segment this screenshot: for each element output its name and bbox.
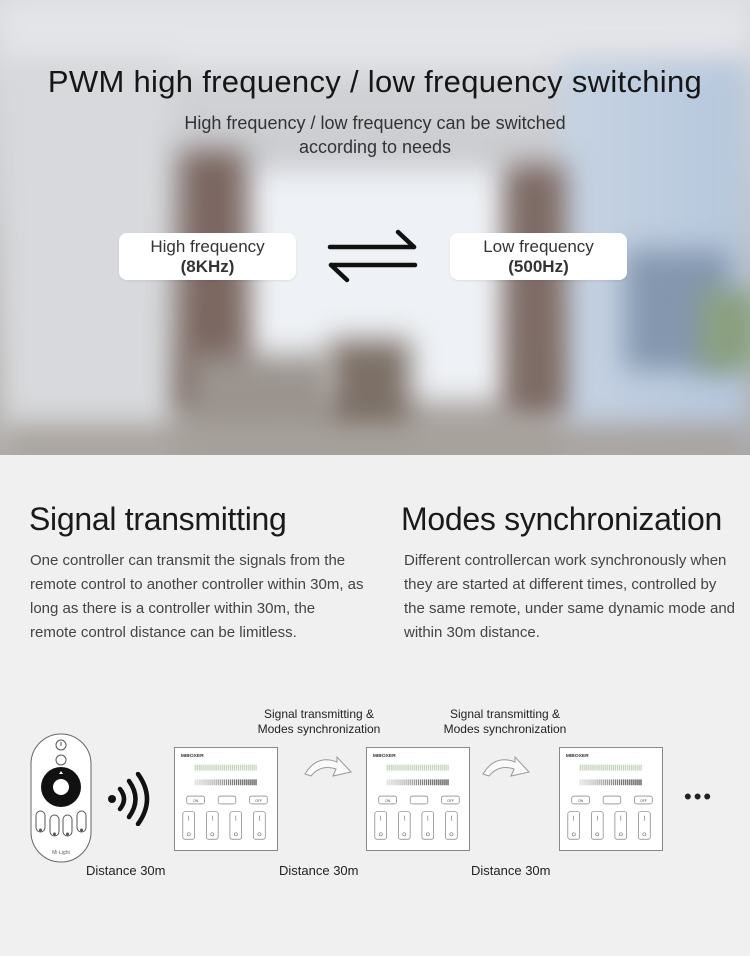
high-frequency-box: [119, 233, 296, 280]
panel-button-label: OFF: [446, 798, 454, 803]
cct-strip-segment: [400, 765, 401, 771]
wall-panel-controller-1: [174, 747, 278, 851]
brightness-strip-segment: [248, 779, 249, 785]
brightness-strip-segment: [444, 779, 445, 785]
sync-label-2-line1: Signal transmitting &: [449, 707, 561, 721]
cct-strip-segment: [609, 765, 610, 771]
panel-face: [367, 748, 469, 850]
cct-strip-segment: [232, 765, 233, 771]
brightness-strip-segment: [244, 779, 245, 785]
cct-strip-segment: [422, 765, 423, 771]
cct-strip-segment: [613, 765, 614, 771]
remote-control-icon: [30, 733, 92, 863]
brightness-strip-segment: [605, 779, 606, 785]
cct-strip-segment: [226, 765, 227, 771]
panel-face: [175, 748, 277, 850]
cct-strip-segment: [442, 765, 443, 771]
cct-strip-segment: [436, 765, 437, 771]
brightness-strip-segment: [621, 779, 622, 785]
distance-label-2: Distance 30m: [279, 863, 359, 878]
cct-strip-segment: [447, 765, 448, 771]
cct-strip-segment: [444, 765, 445, 771]
panel-face: [560, 748, 662, 850]
brightness-strip-segment: [599, 779, 600, 785]
wall-panel-controller-3: [559, 747, 663, 851]
brightness-strip-segment: [222, 779, 223, 785]
brightness-strip-segment: [438, 779, 439, 785]
modes-synchronization-title: Modes synchronization: [401, 501, 722, 537]
brightness-strip-segment: [210, 779, 211, 785]
brightness-strip-segment: [635, 779, 636, 785]
hero-subtitle: High frequency / low frequency can be switched according to needs: [184, 113, 566, 157]
brightness-strip-segment: [422, 779, 423, 785]
brightness-strip-segment: [593, 779, 594, 785]
high-frequency-value: (8KHz): [180, 257, 235, 276]
brightness-strip-segment: [195, 779, 196, 785]
brightness-strip-segment: [426, 779, 427, 785]
cct-strip-segment: [582, 765, 583, 771]
brightness-strip-segment: [430, 779, 431, 785]
cct-strip-segment: [619, 765, 620, 771]
cct-strip-segment: [597, 765, 598, 771]
cct-strip-segment: [615, 765, 616, 771]
cct-strip-segment: [208, 765, 209, 771]
brightness-strip-segment: [238, 779, 239, 785]
brightness-strip-segment: [394, 779, 395, 785]
cct-strip-segment: [202, 765, 203, 771]
brightness-strip-segment: [408, 779, 409, 785]
cct-strip-segment: [591, 765, 592, 771]
brightness-strip-segment: [208, 779, 209, 785]
cct-strip-segment: [430, 765, 431, 771]
brightness-strip-segment: [436, 779, 437, 785]
brightness-strip-segment: [629, 779, 630, 785]
signal-transmitting-text: One controller can transmit the signals from the remote control to another controller within 30m, as long as there is a controller within 30m, the remote control distance can be limitless.: [30, 552, 364, 641]
cct-strip-segment: [250, 765, 251, 771]
cct-strip-segment: [212, 765, 213, 771]
cct-strip-segment: [242, 765, 243, 771]
cct-strip-segment: [428, 765, 429, 771]
cct-strip-segment: [197, 765, 198, 771]
brightness-strip-segment: [204, 779, 205, 785]
cct-strip-segment: [638, 765, 639, 771]
cct-strip-segment: [224, 765, 225, 771]
distance-label-1: Distance 30m: [86, 863, 166, 878]
brightness-strip-segment: [253, 779, 254, 785]
cct-strip-segment: [201, 765, 202, 771]
brightness-strip-segment: [406, 779, 407, 785]
cct-strip-segment: [599, 765, 600, 771]
brightness-strip-segment: [398, 779, 399, 785]
brightness-strip-segment: [412, 779, 413, 785]
brightness-strip-segment: [440, 779, 441, 785]
cct-strip-segment: [601, 765, 602, 771]
panel-button: [218, 796, 236, 804]
brightness-strip-segment: [601, 779, 602, 785]
sync-label-2: [430, 707, 580, 737]
cct-strip-segment: [394, 765, 395, 771]
brightness-strip-segment: [617, 779, 618, 785]
cct-strip-segment: [586, 765, 587, 771]
bg-plant: [700, 290, 750, 370]
cct-strip-segment: [252, 765, 253, 771]
bg-curtain-right: [505, 165, 565, 415]
brightness-strip-segment: [631, 779, 632, 785]
cct-strip-segment: [248, 765, 249, 771]
cct-strip-segment: [420, 765, 421, 771]
brightness-strip-segment: [202, 779, 203, 785]
panel-brand-text: MIBOXER: [565, 753, 589, 759]
panel-button-label: ON: [193, 798, 199, 803]
brightness-strip-segment: [582, 779, 583, 785]
brightness-strip-segment: [637, 779, 638, 785]
brightness-strip-segment: [418, 779, 419, 785]
cct-strip-segment: [204, 765, 205, 771]
brightness-strip-segment: [199, 779, 200, 785]
sync-label-2-line2: Modes synchronization: [443, 722, 567, 736]
brightness-strip-segment: [414, 779, 415, 785]
high-frequency-label: High frequency: [150, 237, 265, 256]
brightness-strip-segment: [212, 779, 213, 785]
cct-strip-segment: [240, 765, 241, 771]
cct-strip-segment: [445, 765, 446, 771]
brightness-strip-segment: [432, 779, 433, 785]
cct-strip-segment: [593, 765, 594, 771]
cct-strip-segment: [238, 765, 239, 771]
brightness-strip-segment: [638, 779, 639, 785]
brightness-strip-segment: [226, 779, 227, 785]
modes-synchronization-text: Different controllercan work synchronously when they are started at different times, controlled by the same remote, under same dynamic mode and within 30m distance.: [404, 552, 736, 641]
brightness-strip-segment: [591, 779, 592, 785]
cct-strip-segment: [603, 765, 604, 771]
curved-arrow-icon: [303, 752, 353, 780]
brightness-strip-segment: [246, 779, 247, 785]
brightness-strip-segment: [387, 779, 388, 785]
brightness-strip-segment: [201, 779, 202, 785]
cct-strip-segment: [432, 765, 433, 771]
brightness-strip-segment: [447, 779, 448, 785]
brightness-strip-segment: [580, 779, 581, 785]
cct-strip-segment: [402, 765, 403, 771]
cct-strip-segment: [631, 765, 632, 771]
cct-strip-segment: [607, 765, 608, 771]
wireless-signal-icon: [106, 772, 152, 826]
panel-button-label: ON: [385, 798, 391, 803]
hero-banner: [0, 0, 750, 455]
cct-strip-segment: [216, 765, 217, 771]
brightness-strip-segment: [424, 779, 425, 785]
cct-strip-segment: [253, 765, 254, 771]
cct-strip-segment: [398, 765, 399, 771]
panel-button-label: ON: [578, 798, 584, 803]
brightness-strip-segment: [619, 779, 620, 785]
brightness-strip-segment: [609, 779, 610, 785]
swap-arrows-icon: [326, 229, 419, 284]
brightness-strip-segment: [232, 779, 233, 785]
brightness-strip-segment: [252, 779, 253, 785]
more-controllers-ellipsis: •••: [684, 784, 714, 809]
cct-strip-segment: [404, 765, 405, 771]
brightness-strip-segment: [396, 779, 397, 785]
panel-button: [603, 796, 621, 804]
brightness-strip-segment: [236, 779, 237, 785]
cct-strip-segment: [629, 765, 630, 771]
cct-strip-segment: [635, 765, 636, 771]
brightness-strip-segment: [218, 779, 219, 785]
cct-strip-segment: [605, 765, 606, 771]
brightness-strip-segment: [224, 779, 225, 785]
brightness-strip-segment: [640, 779, 641, 785]
brightness-strip-segment: [597, 779, 598, 785]
brightness-strip-segment: [445, 779, 446, 785]
brightness-strip-segment: [584, 779, 585, 785]
cct-strip-segment: [440, 765, 441, 771]
cct-strip-segment: [210, 765, 211, 771]
brightness-strip-segment: [603, 779, 604, 785]
brightness-strip-segment: [242, 779, 243, 785]
cct-strip-segment: [595, 765, 596, 771]
brightness-strip-segment: [587, 779, 588, 785]
brightness-strip-segment: [410, 779, 411, 785]
brightness-strip-segment: [586, 779, 587, 785]
brightness-strip-segment: [216, 779, 217, 785]
cct-strip-segment: [434, 765, 435, 771]
cct-strip-segment: [218, 765, 219, 771]
cct-strip-segment: [195, 765, 196, 771]
cct-strip-segment: [633, 765, 634, 771]
cct-strip-segment: [408, 765, 409, 771]
brightness-strip-segment: [607, 779, 608, 785]
brightness-strip-segment: [402, 779, 403, 785]
distance-label-3: Distance 30m: [471, 863, 551, 878]
brightness-strip-segment: [197, 779, 198, 785]
cct-strip-segment: [228, 765, 229, 771]
brightness-strip-segment: [416, 779, 417, 785]
sync-label-1-line1: Signal transmitting &: [263, 707, 375, 721]
brightness-strip-segment: [589, 779, 590, 785]
signal-transmitting-title: Signal transmitting: [29, 501, 287, 537]
cct-strip-segment: [244, 765, 245, 771]
brightness-strip-segment: [434, 779, 435, 785]
brightness-strip-segment: [420, 779, 421, 785]
cct-strip-segment: [406, 765, 407, 771]
cct-strip-segment: [580, 765, 581, 771]
brightness-strip-segment: [391, 779, 392, 785]
cct-strip-segment: [246, 765, 247, 771]
cct-strip-segment: [438, 765, 439, 771]
brightness-strip-segment: [613, 779, 614, 785]
cct-strip-segment: [584, 765, 585, 771]
cct-strip-segment: [424, 765, 425, 771]
cct-strip-segment: [418, 765, 419, 771]
cct-strip-segment: [426, 765, 427, 771]
cct-strip-segment: [589, 765, 590, 771]
panel-button-label: OFF: [254, 798, 262, 803]
cct-strip-segment: [416, 765, 417, 771]
cct-strip-segment: [206, 765, 207, 771]
cct-strip-segment: [637, 765, 638, 771]
sync-label-1: [244, 707, 394, 737]
cct-strip-segment: [412, 765, 413, 771]
cct-strip-segment: [387, 765, 388, 771]
cct-strip-segment: [410, 765, 411, 771]
panel-brand-text: MIBOXER: [180, 753, 204, 759]
cct-strip-segment: [625, 765, 626, 771]
brightness-strip-segment: [442, 779, 443, 785]
sync-label-1-line2: Modes synchronization: [257, 722, 381, 736]
bg-floor: [0, 425, 750, 455]
brightness-strip-segment: [623, 779, 624, 785]
wall-panel-controller-2: [366, 747, 470, 851]
cct-strip-segment: [611, 765, 612, 771]
brightness-strip-segment: [206, 779, 207, 785]
cct-strip-segment: [214, 765, 215, 771]
cct-strip-segment: [393, 765, 394, 771]
cct-strip-segment: [587, 765, 588, 771]
cct-strip-segment: [236, 765, 237, 771]
low-frequency-box: [450, 233, 627, 280]
cct-strip-segment: [627, 765, 628, 771]
curved-arrow-icon: [481, 752, 531, 780]
brightness-strip-segment: [625, 779, 626, 785]
cct-strip-segment: [617, 765, 618, 771]
brightness-strip-segment: [615, 779, 616, 785]
cct-strip-segment: [222, 765, 223, 771]
cct-strip-segment: [199, 765, 200, 771]
cct-strip-segment: [640, 765, 641, 771]
remote-brand-text: Mi·Light: [52, 850, 70, 856]
cct-strip-segment: [391, 765, 392, 771]
cct-strip-segment: [389, 765, 390, 771]
brightness-strip-segment: [230, 779, 231, 785]
brightness-strip-segment: [250, 779, 251, 785]
hero-title: PWM high frequency / low frequency switching: [47, 64, 703, 99]
cct-strip-segment: [230, 765, 231, 771]
brightness-strip-segment: [240, 779, 241, 785]
brightness-strip-segment: [220, 779, 221, 785]
brightness-strip-segment: [633, 779, 634, 785]
brightness-strip-segment: [389, 779, 390, 785]
brightness-strip-segment: [611, 779, 612, 785]
cct-strip-segment: [414, 765, 415, 771]
panel-button-label: OFF: [639, 798, 647, 803]
brightness-strip-segment: [393, 779, 394, 785]
low-frequency-value: (500Hz): [508, 257, 569, 276]
cct-strip-segment: [623, 765, 624, 771]
cct-strip-segment: [396, 765, 397, 771]
low-frequency-label: Low frequency: [483, 237, 594, 256]
brightness-strip-segment: [400, 779, 401, 785]
cct-strip-segment: [621, 765, 622, 771]
brightness-strip-segment: [428, 779, 429, 785]
cct-strip-segment: [220, 765, 221, 771]
brightness-strip-segment: [255, 779, 256, 785]
cct-strip-segment: [255, 765, 256, 771]
brightness-strip-segment: [404, 779, 405, 785]
brightness-strip-segment: [214, 779, 215, 785]
brightness-strip-segment: [627, 779, 628, 785]
brightness-strip-segment: [234, 779, 235, 785]
brightness-strip-segment: [228, 779, 229, 785]
panel-brand-text: MIBOXER: [372, 753, 396, 759]
panel-button: [410, 796, 428, 804]
cct-strip-segment: [234, 765, 235, 771]
brightness-strip-segment: [595, 779, 596, 785]
